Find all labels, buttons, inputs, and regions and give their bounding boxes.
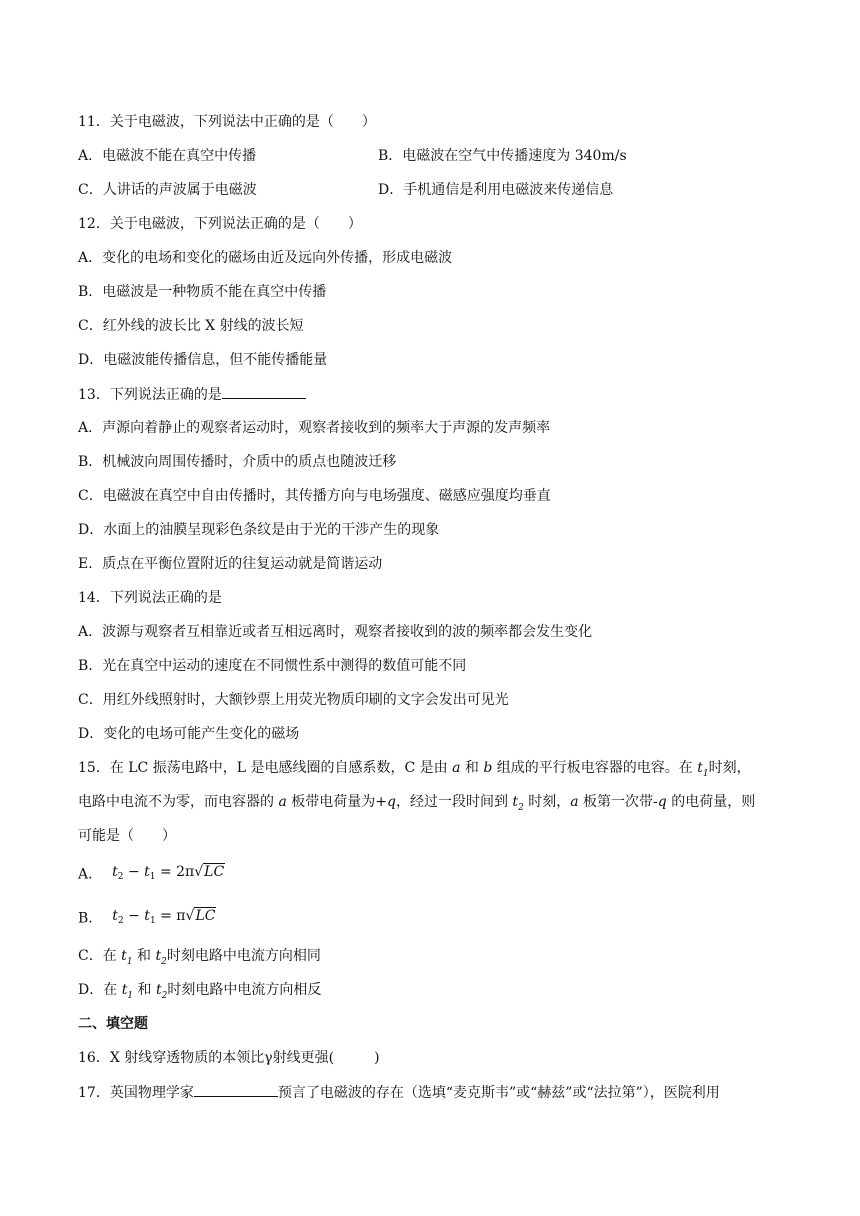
q15-text: 板第一次带-	[578, 794, 658, 810]
q15-text: 板带电荷量为+	[286, 794, 387, 810]
q15-option-label: B．	[78, 910, 103, 927]
q12-stem: 12．关于电磁波，下列说法正确的是（ ）	[78, 216, 362, 232]
q12-option-d: D．电磁波能传播信息，但不能传播能量	[78, 352, 328, 368]
q17-text-b: 预言了电磁波的存在（选填“麦克斯韦”或“赫兹”或“法拉第”），医院利用	[277, 1085, 720, 1101]
q16-line	[78, 1048, 380, 1068]
q13-answer-blank[interactable]	[222, 384, 306, 399]
q15-stem-line3: 可能是（ ）	[78, 828, 176, 844]
q14-option-a: A．波源与观察者互相靠近或者互相远离时，观察者接收到的波的频率都会发生变化	[78, 624, 593, 640]
q17-answer-blank[interactable]	[194, 1082, 278, 1097]
q15-text: ，经过一段时间到	[395, 794, 513, 810]
q15-var-q: q	[387, 794, 396, 810]
q14-option-d: D．变化的电场可能产生变化的磁场	[78, 726, 300, 742]
q13-stem-line	[78, 384, 306, 405]
q13-option-c: C．电磁波在真空中自由传播时，其传播方向与电场强度、磁感应强度均垂直	[78, 488, 551, 504]
q15-sub: 2	[518, 802, 524, 813]
q15-option-a	[78, 862, 225, 887]
q15-text: 时刻电路中电流方向相同	[166, 948, 321, 964]
q13-stem: 13．下列说法正确的是	[78, 387, 222, 403]
q13-option-e: E．质点在平衡位置附近的往复运动就是简谐运动	[78, 556, 383, 572]
q11-option-c: C．人讲话的声波属于电磁波	[78, 182, 257, 198]
q12-option-c: C．红外线的波长比 X 射线的波长短	[78, 318, 304, 334]
q13-option-d: D．水面上的油膜呈现彩色条纹是由于光的干涉产生的现象	[78, 522, 440, 538]
q15-var-t: t	[697, 760, 703, 776]
q15-option-c: C．在 $t_1$ 和 $t_2$时刻电路中电流方向相同	[78, 948, 321, 967]
q15-option-b	[78, 906, 216, 931]
q14-option-c: C．用红外线照射时，大额钞票上用荧光物质印刷的文字会发出可见光	[78, 692, 509, 708]
q15-var-a: a	[570, 794, 579, 810]
q15-formula-b: $t_2 - t_1 = \pi√LC$	[112, 908, 216, 926]
q14-stem: 14．下列说法正确的是	[78, 590, 222, 606]
q15-var-a: a	[452, 760, 461, 776]
q15-text: 15．在 LC 振荡电路中，L 是电感线圈的自感系数，C 是由	[78, 760, 453, 776]
q16-close: )	[374, 1050, 380, 1066]
q16-stem: 16．X 射线穿透物质的本领比γ射线更强(	[78, 1050, 335, 1066]
q15-text: D．在	[78, 982, 122, 998]
q13-option-a: A．声源向着静止的观察者运动时，观察者接收到的频率大于声源的发声频率	[78, 420, 551, 436]
q15-var-b: b	[483, 760, 493, 776]
q17-text-a: 17．英国物理学家	[78, 1085, 194, 1101]
q15-text: 时刻，	[523, 794, 571, 810]
q11-option-b: B．电磁波在空气中传播速度为 340m/s	[378, 148, 627, 164]
q14-option-b: B．光在真空中运动的速度在不同惯性系中测得的数值可能不同	[78, 658, 467, 674]
q11-stem: 11．关于电磁波，下列说法中正确的是（ ）	[78, 114, 376, 130]
q15-formula-a: $t_2 - t_1 = 2\pi√LC$	[112, 864, 225, 882]
q15-var-a: a	[278, 794, 287, 810]
q15-sub: 1	[702, 768, 709, 779]
q15-var-t: t	[512, 794, 519, 810]
q15-text: 组成的平行板电容器的电容。在	[492, 760, 698, 776]
section-heading: 二、填空题	[78, 1016, 148, 1032]
q15-option-label: A．	[78, 866, 103, 883]
q15-stem-line1	[78, 758, 751, 784]
q15-text: 和	[460, 760, 484, 776]
q15-option-d: D．在 $t_1$ 和 $t_2$时刻电路中电流方向相反	[78, 982, 322, 1001]
q15-var-q: q	[657, 794, 667, 810]
q15-text: 电路中电流不为零，而电容器的	[78, 794, 279, 810]
q15-stem-line2	[78, 792, 755, 818]
q11-option-a: A．电磁波不能在真空中传播	[78, 148, 257, 164]
q13-option-b: B．机械波向周围传播时，介质中的质点也随波迁移	[78, 454, 397, 470]
q11-option-d: D．手机通信是利用电磁波来传递信息	[378, 182, 614, 198]
q15-text: 的电荷量，则	[666, 794, 756, 810]
q15-text: 时刻电路中电流方向相反	[167, 982, 322, 998]
q15-text: C．在	[78, 948, 122, 964]
q12-option-b: B．电磁波是一种物质不能在真空中传播	[78, 284, 327, 300]
q12-option-a: A．变化的电场和变化的磁场由近及远向外传播，形成电磁波	[78, 250, 453, 266]
q15-text: 时刻，	[708, 760, 751, 776]
q17-line	[78, 1082, 720, 1103]
